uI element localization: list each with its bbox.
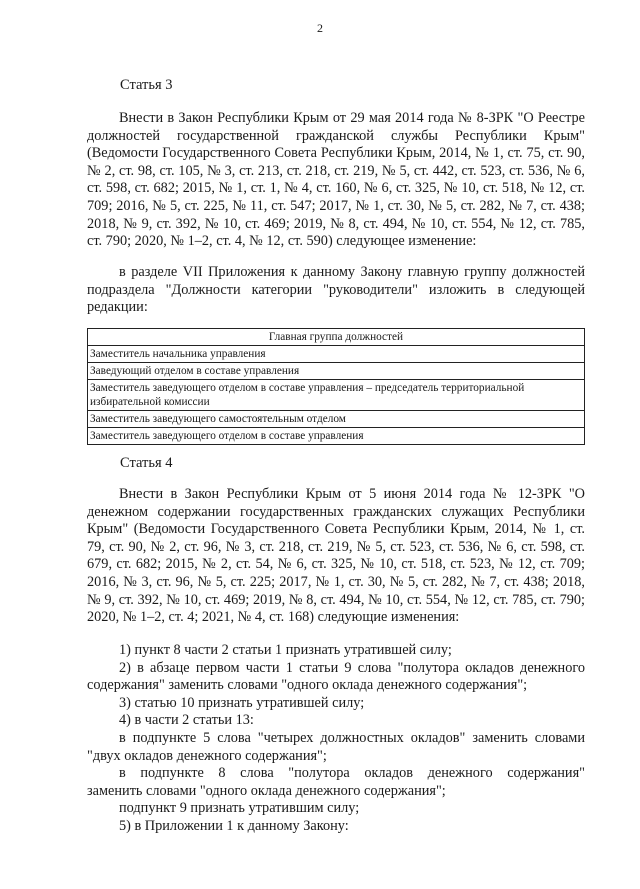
list-item: 4) в части 2 статьи 13:: [119, 712, 254, 729]
table-row: Заведующий отделом в составе управления: [88, 363, 585, 380]
list-item: 1) пункт 8 части 2 статьи 1 признать утратившей силу;: [119, 642, 452, 658]
list-item: "двух окладов денежного содержания";: [87, 747, 327, 764]
article-4-heading: Статья 4: [120, 455, 173, 471]
list-item: содержания" заменить словами "одного оклада денежного содержания";: [87, 677, 528, 694]
list-item: в подпункте 5 слова "четырех должностных окладов" заменить словами: [119, 729, 585, 746]
article-3-paragraph: Внести в Закон Республики Крым от 29 мая 2014 года № 8-ЗРК "О Реестре должностей государственной гражданской службы Республики Крым" (Ведомости Государственного Совета Республики Крым, 2014, № 1, ст. 75, ст. 90, № 2, ст. 98, ст. 105, № 3, ст. 213, ст. 218, ст. 219, № 5, ст. 442, ст. 523, ст. 536, № 6, ст. 598, ст. 682; 2015, № 1, ст. 1, № 4, ст. 160, № 6, ст. 325, № 10, ст. 518, № 12, ст. 709; 2016, № 5, ст. 225, № 11, ст. 547; 2017, № 1, ст. 30, № 5, ст. 282, № 7, ст. 438; 2018, № 9, ст. 392, № 10, ст. 469; 2019, № 8, ст. 494, № 10, ст. 554, № 12, ст. 785, ст. 790; 2020, № 1–2, ст. 4, № 12, ст. 590) следующее изменение:: [87, 110, 585, 250]
list-item: заменить словами "одного оклада денежного содержания";: [87, 782, 446, 799]
article-4-paragraph: Внести в Закон Республики Крым от 5 июня 2014 года № 12-ЗРК "О денежном содержании государственных гражданских служащих Республики Крым" (Ведомости Государственного Совета Республики Крым, 2014, № 1, ст. 79, ст. 90, № 2, ст. 96, № 3, ст. 218, ст. 219, № 5, ст. 523, ст. 536, № 6, ст. 598, ст. 679, ст. 682; 2015, № 2, ст. 54, № 6, ст. 325, № 10, ст. 518, ст. 523, № 12, ст. 709; 2016, № 3, ст. 96, № 5, ст. 225; 2017, № 1, ст. 30, № 5, ст. 282, № 7, ст. 438; 2018, № 9, ст. 392, № 10, ст. 469; 2019, № 8, ст. 494, № 10, ст. 554, № 12, ст. 785, ст. 790; 2020, № 1–2, ст. 4; 2021, № 4, ст. 168) следующие изменения:: [87, 486, 585, 626]
table-header: Главная группа должностей: [88, 329, 585, 346]
article-3-heading: Статья 3: [120, 77, 173, 93]
table-row: Заместитель заведующего отделом в составе управления: [88, 428, 585, 445]
table-row: Заместитель заведующего самостоятельным отделом: [88, 411, 585, 428]
article-3-instruction: в разделе VII Приложения к данному Закону главную группу должностей подраздела "Должности категории "руководители" изложить в следующей редакции:: [87, 264, 585, 316]
list-item: подпункт 9 признать утратившим силу;: [119, 800, 360, 817]
list-item: в подпункте 8 слова "полутора окладов денежного содержания": [119, 765, 585, 782]
table-row: Заместитель заведующего отделом в составе управления – председатель территориальной избирательной комиссии: [88, 380, 585, 411]
list-item: 5) в Приложении 1 к данному Закону:: [119, 817, 349, 834]
article-4-items: [87, 642, 585, 836]
list-item: 3) статью 10 признать утратившей силу;: [119, 694, 365, 711]
positions-table: [87, 328, 585, 445]
page-number: 2: [317, 21, 323, 35]
table-row: Заместитель начальника управления: [88, 346, 585, 363]
list-item: 2) в абзаце первом части 1 статьи 9 слова "полутора окладов денежного: [119, 659, 585, 676]
